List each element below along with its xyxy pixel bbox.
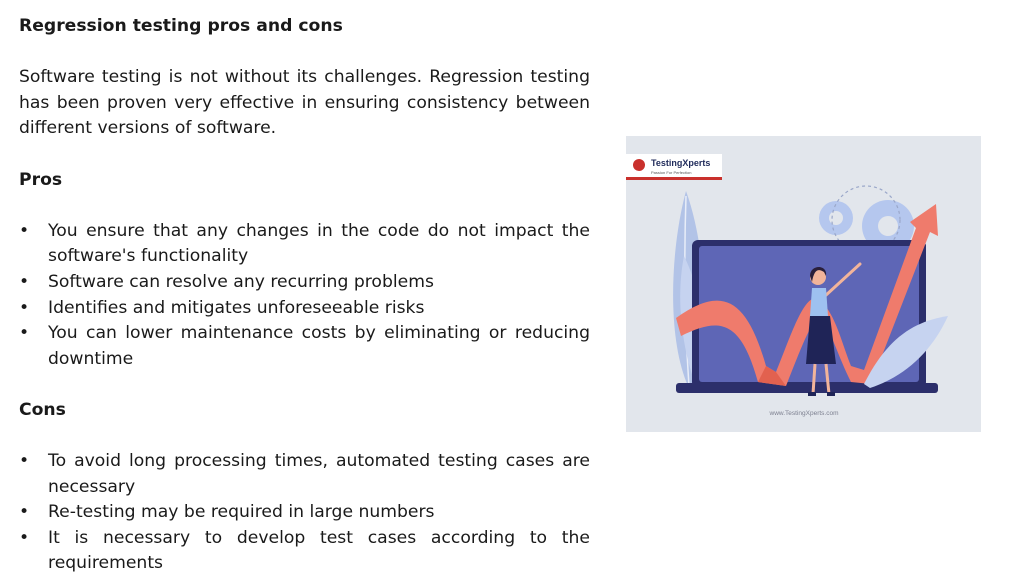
- list-item-text: You ensure that any changes in the code do not impact the software's functionality: [48, 220, 590, 267]
- list-item: [19, 449, 590, 500]
- pros-list: [19, 219, 590, 373]
- list-item-text: Re-testing may be required in large numbers: [48, 502, 435, 523]
- page-title: Regression testing pros and cons: [19, 16, 343, 36]
- pros-heading: Pros: [19, 169, 63, 190]
- website-caption: www.TestingXperts.com: [769, 410, 839, 417]
- bullet-icon: •: [19, 297, 30, 318]
- bullet-icon: •: [19, 502, 30, 523]
- list-item: [19, 321, 590, 372]
- bullet-icon: •: [19, 271, 30, 292]
- logo-mark-icon: [633, 159, 645, 171]
- list-item-text: You can lower maintenance costs by eliminating or reducing downtime: [48, 323, 590, 369]
- list-item-text: It is necessary to develop test cases according to the requirements: [48, 527, 590, 574]
- list-item: [19, 500, 590, 526]
- list-item-text: To avoid long processing times, automated testing cases are necessary: [48, 451, 590, 497]
- list-item-text: Software can resolve any recurring problems: [48, 271, 434, 292]
- bullet-icon: •: [19, 527, 30, 548]
- document-text: [19, 14, 590, 577]
- list-item-text: Identifies and mitigates unforeseeable risks: [48, 297, 425, 318]
- logo-tagline: Passion For Perfection: [651, 170, 692, 175]
- regression-testing-illustration: [626, 136, 981, 432]
- bullet-icon: •: [19, 323, 30, 344]
- bullet-icon: •: [19, 220, 30, 241]
- cons-list: [19, 449, 590, 577]
- intro-paragraph: Software testing is not without its challenges. Regression testing has been proven very effective in ensuring consistency between different versions of software.: [19, 67, 590, 139]
- bullet-icon: •: [19, 451, 30, 472]
- list-item: [19, 219, 590, 270]
- cons-heading: Cons: [19, 399, 66, 420]
- list-item: [19, 526, 590, 577]
- logo-text: TestingXperts: [651, 158, 711, 168]
- list-item: [19, 296, 590, 322]
- list-item: [19, 270, 590, 296]
- testingxperts-logo: [626, 154, 722, 180]
